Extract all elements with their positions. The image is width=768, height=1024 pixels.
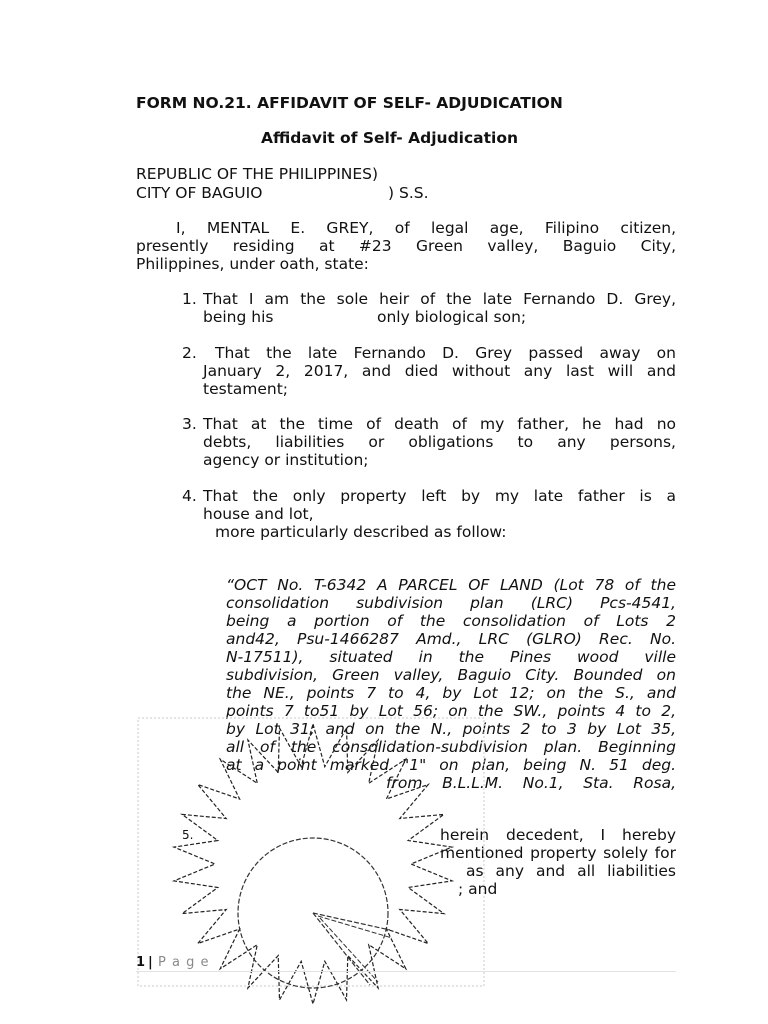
property-line-11: at a point marked "1" on plan, being N. 51 deg.	[226, 756, 676, 774]
seal-cut-line-2	[318, 916, 392, 938]
form-title: FORM NO.21. AFFIDAVIT OF SELF- ADJUDICATION	[136, 94, 563, 112]
intro-line-1: I, MENTAL E. GREY, of legal age, Filipino citizen,	[176, 219, 676, 237]
property-line-9: by Lot 31; and on the N., points 2 to 3 by Lot 35,	[226, 720, 676, 738]
property-line-1: “OCT No. T-6342 A PARCEL OF LAND (Lot 78 of the	[226, 576, 676, 594]
item-1-line-2b: only biological son;	[377, 308, 527, 326]
item-1-line-2a: being his	[203, 308, 274, 326]
property-line-10: all of the consolidation-subdivision plan. Beginning	[226, 738, 676, 756]
item-5-line-3: as any and all liabilities	[466, 862, 676, 880]
intro-line-2: presently residing at #23 Green valley, Baguio City,	[136, 237, 676, 255]
dotted-frame	[138, 718, 484, 986]
item-1-number: 1.	[182, 290, 197, 308]
item-2-line-1: That the late Fernando D. Grey passed away on	[215, 344, 676, 362]
item-4-line-2: house and lot,	[203, 505, 314, 523]
property-line-6: subdivision, Green valley, Baguio City. Bounded on	[226, 666, 676, 684]
item-2-line-2: January 2, 2017, and died without any last will and	[203, 362, 676, 380]
property-line-7: the NE., points 7 to 4, by Lot 12; on the S., and	[226, 684, 676, 702]
document-title: Affidavit of Self- Adjudication	[261, 129, 519, 147]
item-2-line-3: testament;	[203, 380, 289, 398]
item-4-line-1: That the only property left by my late father is a	[203, 487, 676, 505]
seal-cut-line-4	[320, 918, 378, 982]
item-5-line-1: herein decedent, I hereby	[440, 826, 676, 844]
item-3-line-3: agency or institution;	[203, 451, 369, 469]
item-3-line-2: debts, liabilities or obligations to any persons,	[203, 433, 676, 451]
item-5-number: 5.	[182, 828, 194, 842]
property-line-2: consolidation subdivision plan (LRC) Pcs-4541,	[226, 594, 676, 612]
property-line-12: from B.L.L.M. No.1, Sta. Rosa,	[386, 774, 676, 792]
venue-ss: ) S.S.	[388, 184, 429, 202]
venue-city: CITY OF BAGUIO	[136, 184, 263, 202]
property-line-4: and42, Psu-1466287 Amd., LRC (GLRO) Rec. No.	[226, 630, 676, 648]
property-line-3: being a portion of the consolidation of Lots 2	[226, 612, 676, 630]
footer-separator: |	[148, 955, 153, 970]
footer-page-number: 1	[136, 955, 146, 970]
property-line-8: points 7 to51 by Lot 56; on the SW., points 4 to 2,	[226, 702, 676, 720]
item-3-line-1: That at the time of death of my father, he had no	[203, 415, 676, 433]
footer-rule	[136, 971, 676, 972]
starburst-outline	[174, 724, 452, 1004]
venue-republic: REPUBLIC OF THE PHILIPPINES)	[136, 165, 379, 183]
item-4-line-3: more particularly described as follow:	[215, 523, 507, 541]
item-2-number: 2.	[182, 344, 197, 362]
item-3-number: 3.	[182, 415, 197, 433]
item-1-line-1: That I am the sole heir of the late Fernando D. Grey,	[203, 290, 676, 308]
intro-line-3: Philippines, under oath, state:	[136, 255, 369, 273]
item-5-line-4: ; and	[458, 880, 498, 898]
footer-page-word: P a g e	[158, 955, 210, 970]
property-line-5: N-17511), situated in the Pines wood ville	[226, 648, 676, 666]
item-4-number: 4.	[182, 487, 197, 505]
item-5-line-2: mentioned property solely for	[440, 844, 676, 862]
